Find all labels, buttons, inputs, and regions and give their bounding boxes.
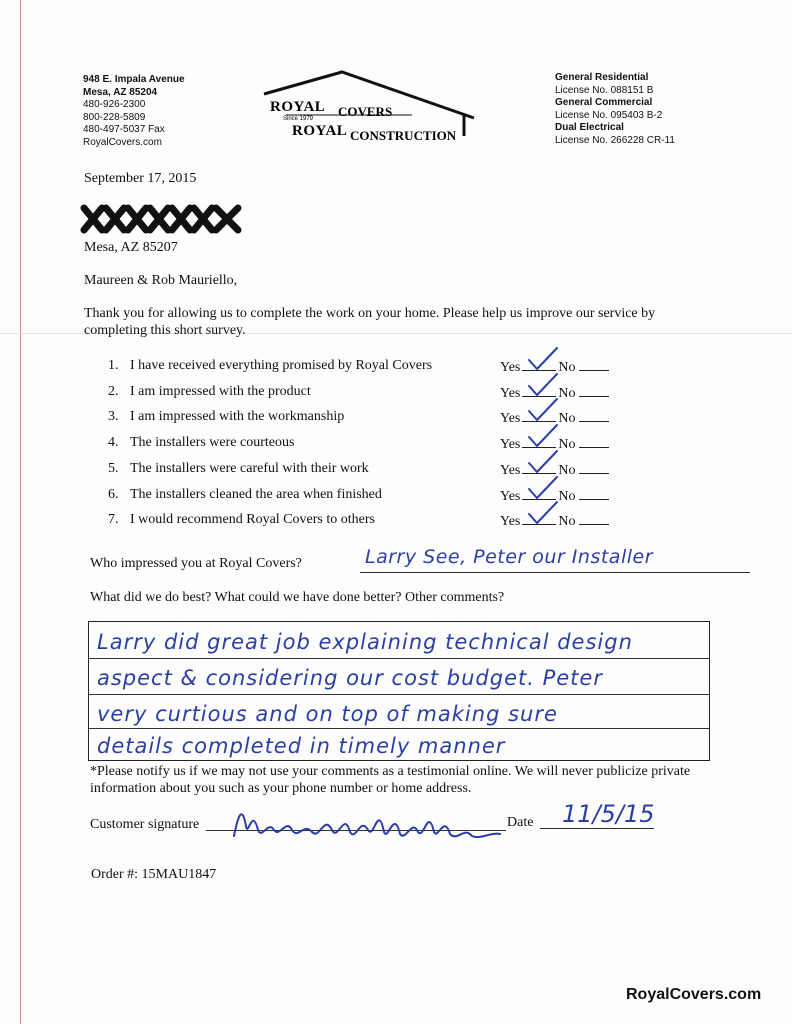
checkmark-icon	[526, 449, 560, 475]
question-text: I am impressed with the workmanship	[130, 409, 345, 424]
footer-website: RoyalCovers.com	[626, 986, 762, 1003]
no-blank[interactable]	[579, 384, 609, 397]
date-label: Date	[507, 815, 534, 830]
address-city: Mesa, AZ 85204	[83, 86, 158, 98]
checkmark-icon	[526, 346, 560, 372]
logo-since: Since 1979	[283, 116, 314, 122]
no-blank[interactable]	[579, 512, 609, 525]
checkmark-icon	[526, 475, 560, 501]
yes-label: Yes	[500, 489, 521, 504]
no-label: No	[558, 386, 576, 401]
no-label: No	[558, 489, 576, 504]
phone-tollfree: 800-228-5809	[83, 111, 146, 123]
logo-royal-bottom: ROYAL	[292, 123, 348, 139]
comment-line-4: details completed in timely manner	[97, 734, 506, 758]
phone-primary: 480-926-2300	[83, 99, 146, 110]
yes-label: Yes	[500, 411, 521, 426]
intro-paragraph: Thank you for allowing us to complete the work on your home. Please help us improve our service by completing this short survey.	[84, 306, 656, 338]
yes-label: Yes	[500, 463, 521, 478]
fax-number: 480-497-5037 Fax	[83, 124, 165, 135]
question-number: 7.	[108, 512, 119, 527]
comments-label: What did we do best? What could we have done better? Other comments?	[90, 590, 505, 605]
question-text: The installers cleaned the area when finished	[130, 487, 382, 502]
license-elec-title: Dual Electrical	[555, 122, 624, 133]
who-impressed-label: Who impressed you at Royal Covers?	[90, 556, 302, 571]
no-blank[interactable]	[579, 487, 609, 500]
no-label: No	[558, 411, 576, 426]
comment-rule	[89, 694, 709, 695]
license-block	[555, 72, 675, 147]
survey-question	[108, 409, 344, 425]
question-number: 5.	[108, 461, 119, 476]
no-label: No	[558, 360, 576, 375]
company-address	[83, 74, 185, 149]
survey-question	[108, 512, 375, 528]
comment-rule	[89, 658, 709, 659]
company-website: RoyalCovers.com	[83, 136, 162, 148]
license-res-number: License No. 088151 B	[555, 84, 654, 96]
who-impressed-answer: Larry See, Peter our Installer	[365, 546, 654, 568]
recipient-city: Mesa, AZ 85207	[84, 240, 178, 255]
question-number: 1.	[108, 358, 119, 373]
question-number: 2.	[108, 384, 119, 399]
license-com-title: General Commercial	[555, 97, 653, 108]
yes-label: Yes	[500, 514, 521, 529]
date-line	[540, 828, 654, 829]
license-elec-number: License No. 266228 CR-11	[555, 134, 675, 146]
margin-rule	[20, 0, 21, 1024]
checkmark-icon	[526, 397, 560, 423]
signature-date: 11/5/15	[562, 800, 655, 828]
logo-construction: CONSTRUCTION	[350, 128, 457, 143]
who-answer-line	[360, 572, 750, 573]
redacted-address	[80, 204, 244, 234]
no-label: No	[558, 463, 576, 478]
comment-line-1: Larry did great job explaining technical design	[97, 630, 633, 654]
question-text: I have received everything promised by Royal Covers	[130, 358, 433, 373]
comment-rule	[89, 728, 709, 729]
comment-line-2: aspect & considering our cost budget. Peter	[97, 666, 603, 690]
survey-question	[108, 487, 382, 503]
checkmark-icon	[526, 500, 560, 526]
no-blank[interactable]	[579, 461, 609, 474]
logo-covers: COVERS	[338, 104, 393, 119]
question-number: 6.	[108, 487, 119, 502]
signature-label: Customer signature	[90, 817, 200, 832]
comments-box	[88, 621, 710, 761]
question-number: 3.	[108, 409, 119, 424]
no-blank[interactable]	[579, 435, 609, 448]
question-number: 4.	[108, 435, 119, 450]
order-number: Order #: 15MAU1847	[91, 867, 217, 882]
yes-label: Yes	[500, 360, 521, 375]
question-text: I am impressed with the product	[130, 384, 311, 399]
survey-question	[108, 435, 294, 451]
license-com-number: License No. 095403 B-2	[555, 109, 663, 121]
license-res-title: General Residential	[555, 72, 649, 83]
address-street: 948 E. Impala Avenue	[83, 74, 185, 85]
checkmark-icon	[526, 372, 560, 398]
question-text: The installers were careful with their work	[130, 461, 369, 476]
testimonial-notice: *Please notify us if we may not use your comments as a testimonial online. We will never publicize private information about you such as your phone number or home address.	[90, 764, 691, 796]
question-text: The installers were courteous	[130, 435, 295, 450]
question-text: I would recommend Royal Covers to others	[130, 512, 375, 527]
yes-label: Yes	[500, 437, 521, 452]
survey-question	[108, 461, 369, 477]
comment-line-3: very curtious and on top of making sure	[97, 702, 558, 726]
letter-date: September 17, 2015	[84, 171, 197, 186]
survey-question	[108, 358, 432, 374]
customer-signature	[228, 796, 508, 846]
no-label: No	[558, 514, 576, 529]
greeting: Maureen & Rob Mauriello,	[84, 273, 238, 288]
checkmark-icon	[526, 423, 560, 449]
no-blank[interactable]	[579, 409, 609, 422]
survey-question	[108, 384, 311, 400]
no-label: No	[558, 437, 576, 452]
logo-royal-top: ROYAL	[270, 99, 326, 115]
yes-label: Yes	[500, 386, 521, 401]
no-blank[interactable]	[579, 358, 609, 371]
